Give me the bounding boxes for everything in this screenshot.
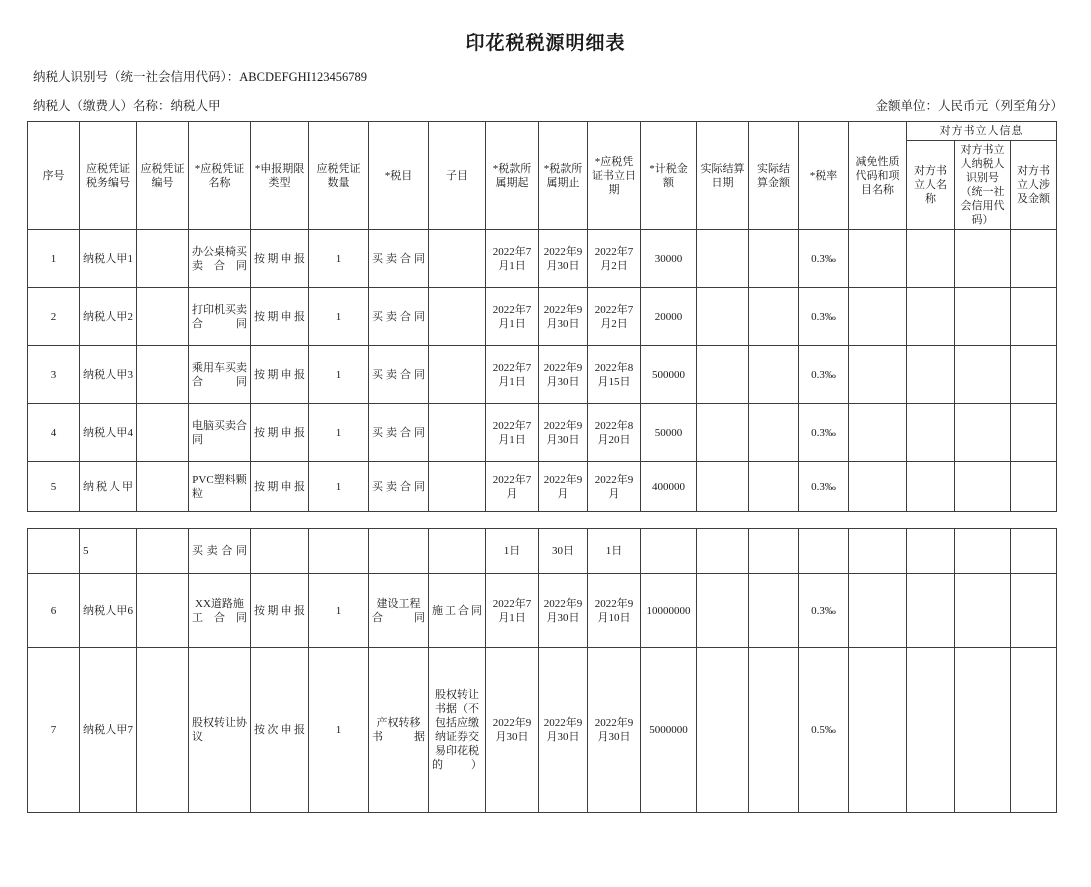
tax-source-table-continuation — [27, 528, 1057, 813]
cell-cp-id — [955, 230, 1011, 288]
cell-settle-amount — [749, 648, 799, 813]
cell-doc-no — [137, 529, 189, 574]
cell-qty: 1 — [309, 288, 369, 346]
col-header-reduction: 减免性质代码和项目名称 — [849, 122, 907, 230]
cell-cp-amount — [1011, 462, 1057, 512]
cell-cp-id — [955, 462, 1011, 512]
cell-period-from: 2022年7月1日 — [486, 288, 539, 346]
cell-period-from: 2022年7月1日 — [486, 230, 539, 288]
cell-rate: 0.3‰ — [799, 230, 849, 288]
cell-tax-amount: 400000 — [641, 462, 697, 512]
cell-cp-name — [907, 404, 955, 462]
table-row — [28, 288, 1057, 346]
cell-issue-date: 2022年7月2日 — [588, 288, 641, 346]
cell-tax-item: 买卖合同 — [369, 404, 429, 462]
cell-seq: 7 — [28, 648, 80, 813]
cell-period-from: 2022年9月30日 — [486, 648, 539, 813]
cell-declare-type: 按期申报 — [251, 462, 309, 512]
col-header-doc-no: 应税凭证编号 — [137, 122, 189, 230]
cell-issue-date: 2022年9月 — [588, 462, 641, 512]
cell-rate: 0.3‰ — [799, 288, 849, 346]
cell-doc-name: 乘用车买卖合同 — [189, 346, 251, 404]
cell-tax-item — [369, 529, 429, 574]
cell-cp-name — [907, 230, 955, 288]
cell-period-to: 2022年9月 — [539, 462, 588, 512]
taxpayer-name-line — [0, 98, 1091, 114]
cell-declare-type — [251, 529, 309, 574]
col-header-tax-amount: *计税金额 — [641, 122, 697, 230]
col-header-qty: 应税凭证数量 — [309, 122, 369, 230]
cell-tax-item: 买卖合同 — [369, 346, 429, 404]
taxpayer-id-line — [0, 69, 1091, 85]
cell-settle-amount — [749, 230, 799, 288]
cell-settle-amount — [749, 574, 799, 648]
table-row — [28, 529, 1057, 574]
cell-declare-type: 按次申报 — [251, 648, 309, 813]
cell-sub-item — [429, 529, 486, 574]
cell-issue-date: 2022年7月2日 — [588, 230, 641, 288]
tax-source-table-main — [27, 121, 1057, 512]
cell-reduction — [849, 529, 907, 574]
cell-tax-item: 买卖合同 — [369, 230, 429, 288]
cell-rate: 0.5‰ — [799, 648, 849, 813]
cell-doc-name: 打印机买卖合同 — [189, 288, 251, 346]
cell-tax-amount: 20000 — [641, 288, 697, 346]
table-row — [28, 462, 1057, 512]
col-header-issue-date: *应税凭证书立日期 — [588, 122, 641, 230]
col-header-settle-amount: 实际结算金额 — [749, 122, 799, 230]
col-header-cp-id: 对方书立人纳税人识别号（统一社会信用代码） — [955, 141, 1011, 230]
cell-issue-date: 2022年9月30日 — [588, 648, 641, 813]
page-title: 印花税税源明细表 — [465, 33, 626, 54]
cell-declare-type: 按期申报 — [251, 404, 309, 462]
taxpayer-id-label: 纳税人识别号（统一社会信用代码）： — [33, 70, 240, 84]
cell-declare-type: 按期申报 — [251, 574, 309, 648]
cell-period-to: 2022年9月30日 — [539, 648, 588, 813]
cell-seq: 2 — [28, 288, 80, 346]
cell-reduction — [849, 648, 907, 813]
cell-doc-name: 办公桌椅买卖合同 — [189, 230, 251, 288]
cell-period-from: 2022年7月1日 — [486, 404, 539, 462]
cell-settle-date — [697, 574, 749, 648]
cell-declare-type: 按期申报 — [251, 346, 309, 404]
cell-settle-amount — [749, 404, 799, 462]
table-row — [28, 574, 1057, 648]
table-row — [28, 648, 1057, 813]
cell-sub-item — [429, 404, 486, 462]
taxpayer-id-value: ABCDEFGHI123456789 — [239, 70, 368, 84]
table-header-group-row — [28, 122, 1057, 141]
cell-period-to: 2022年9月30日 — [539, 288, 588, 346]
cell-cp-amount — [1011, 346, 1057, 404]
col-header-seq: 序号 — [28, 122, 80, 230]
cell-tax-amount: 30000 — [641, 230, 697, 288]
cell-reduction — [849, 462, 907, 512]
cell-doc-no — [137, 462, 189, 512]
cell-doc-name: 股权转让协议 — [189, 648, 251, 813]
cell-qty: 1 — [309, 404, 369, 462]
cell-doc-name: PVC塑料颗粒 — [189, 462, 251, 512]
cell-period-to: 2022年9月30日 — [539, 574, 588, 648]
cell-cp-name — [907, 462, 955, 512]
cell-period-to: 2022年9月30日 — [539, 230, 588, 288]
cell-tax-item: 买卖合同 — [369, 462, 429, 512]
col-header-period-from: *税款所属期起 — [486, 122, 539, 230]
cell-doc-no — [137, 288, 189, 346]
cell-issue-date: 2022年8月20日 — [588, 404, 641, 462]
cell-sub-item: 施工合同 — [429, 574, 486, 648]
cell-rate — [799, 529, 849, 574]
cell-cp-amount — [1011, 648, 1057, 813]
cell-sub-item: 股权转让书据（不包括应缴纳证券交易印花税的） — [429, 648, 486, 813]
col-header-rate: *税率 — [799, 122, 849, 230]
cell-settle-amount — [749, 462, 799, 512]
cell-qty: 1 — [309, 574, 369, 648]
cell-seq: 5 — [28, 462, 80, 512]
cell-tax-doc-no: 纳税人甲7 — [80, 648, 137, 813]
col-header-counterparty-group: 对方书立人信息 — [907, 122, 1057, 141]
cell-declare-type: 按期申报 — [251, 288, 309, 346]
cell-qty: 1 — [309, 346, 369, 404]
cell-rate: 0.3‰ — [799, 574, 849, 648]
cell-cp-name — [907, 648, 955, 813]
col-header-cp-amount: 对方书立人涉及金额 — [1011, 141, 1057, 230]
cell-qty — [309, 529, 369, 574]
cell-settle-date — [697, 288, 749, 346]
cell-tax-item: 建设工程合同 — [369, 574, 429, 648]
cell-doc-no — [137, 404, 189, 462]
cell-period-to: 2022年9月30日 — [539, 346, 588, 404]
cell-cp-amount — [1011, 574, 1057, 648]
cell-doc-no — [137, 648, 189, 813]
taxpayer-name-label: 纳税人（缴费人）名称： — [33, 99, 171, 113]
col-header-cp-name: 对方书立人名称 — [907, 141, 955, 230]
cell-seq: 1 — [28, 230, 80, 288]
cell-doc-no — [137, 346, 189, 404]
cell-cp-id — [955, 529, 1011, 574]
cell-settle-date — [697, 230, 749, 288]
cell-cp-id — [955, 648, 1011, 813]
cell-cp-amount — [1011, 288, 1057, 346]
cell-reduction — [849, 288, 907, 346]
cell-doc-name: XX道路施工合同 — [189, 574, 251, 648]
cell-issue-date: 2022年8月15日 — [588, 346, 641, 404]
cell-issue-date: 1日 — [588, 529, 641, 574]
cell-doc-no — [137, 574, 189, 648]
cell-doc-name: 电脑买卖合同 — [189, 404, 251, 462]
cell-reduction — [849, 574, 907, 648]
cell-tax-doc-no: 纳税人甲1 — [80, 230, 137, 288]
cell-tax-item: 产权转移书据 — [369, 648, 429, 813]
cell-cp-id — [955, 288, 1011, 346]
cell-settle-date — [697, 346, 749, 404]
cell-period-from: 1日 — [486, 529, 539, 574]
cell-tax-doc-no: 纳税人甲6 — [80, 574, 137, 648]
cell-tax-amount: 10000000 — [641, 574, 697, 648]
cell-seq: 6 — [28, 574, 80, 648]
cell-declare-type: 按期申报 — [251, 230, 309, 288]
cell-cp-name — [907, 574, 955, 648]
col-header-settle-date: 实际结算日期 — [697, 122, 749, 230]
cell-doc-name: 买卖合同 — [189, 529, 251, 574]
cell-sub-item — [429, 288, 486, 346]
col-header-doc-name: *应税凭证名称 — [189, 122, 251, 230]
cell-period-from: 2022年7月1日 — [486, 346, 539, 404]
cell-settle-date — [697, 462, 749, 512]
cell-cp-amount — [1011, 230, 1057, 288]
cell-cp-name — [907, 346, 955, 404]
cell-sub-item — [429, 346, 486, 404]
cell-tax-doc-no: 纳税人甲 — [80, 462, 137, 512]
cell-tax-amount: 5000000 — [641, 648, 697, 813]
col-header-declare-type: *申报期限类型 — [251, 122, 309, 230]
table-row — [28, 404, 1057, 462]
cell-qty: 1 — [309, 230, 369, 288]
cell-settle-amount — [749, 529, 799, 574]
page-break-gap — [0, 512, 1091, 520]
table-row — [28, 230, 1057, 288]
cell-rate: 0.3‰ — [799, 346, 849, 404]
cell-tax-doc-no: 纳税人甲3 — [80, 346, 137, 404]
cell-settle-amount — [749, 288, 799, 346]
cell-reduction — [849, 404, 907, 462]
amount-unit-note: 金额单位：人民币元（列至角分） — [875, 99, 1063, 113]
cell-period-to: 30日 — [539, 529, 588, 574]
cell-settle-date — [697, 404, 749, 462]
taxpayer-name-value: 纳税人甲 — [170, 99, 221, 113]
cell-rate: 0.3‰ — [799, 462, 849, 512]
table-body-main — [28, 230, 1057, 512]
cell-doc-no — [137, 230, 189, 288]
col-header-sub-item: 子目 — [429, 122, 486, 230]
cell-reduction — [849, 230, 907, 288]
cell-tax-doc-no: 5 — [80, 529, 137, 574]
cell-settle-date — [697, 529, 749, 574]
cell-qty: 1 — [309, 462, 369, 512]
cell-tax-amount — [641, 529, 697, 574]
cell-tax-amount: 500000 — [641, 346, 697, 404]
cell-cp-id — [955, 574, 1011, 648]
cell-cp-name — [907, 288, 955, 346]
cell-rate: 0.3‰ — [799, 404, 849, 462]
cell-sub-item — [429, 230, 486, 288]
cell-settle-date — [697, 648, 749, 813]
cell-settle-amount — [749, 346, 799, 404]
cell-tax-amount: 50000 — [641, 404, 697, 462]
cell-cp-id — [955, 404, 1011, 462]
cell-seq: 4 — [28, 404, 80, 462]
cell-reduction — [849, 346, 907, 404]
cell-seq: 3 — [28, 346, 80, 404]
cell-cp-name — [907, 529, 955, 574]
cell-tax-doc-no: 纳税人甲2 — [80, 288, 137, 346]
cell-tax-item: 买卖合同 — [369, 288, 429, 346]
cell-period-from: 2022年7月1日 — [486, 574, 539, 648]
cell-cp-id — [955, 346, 1011, 404]
col-header-tax-doc-no: 应税凭证税务编号 — [80, 122, 137, 230]
cell-sub-item — [429, 462, 486, 512]
table-body-continuation — [28, 529, 1057, 813]
cell-issue-date: 2022年9月10日 — [588, 574, 641, 648]
cell-period-to: 2022年9月30日 — [539, 404, 588, 462]
cell-qty: 1 — [309, 648, 369, 813]
cell-period-from: 2022年7月 — [486, 462, 539, 512]
col-header-period-to: *税款所属期止 — [539, 122, 588, 230]
table-row — [28, 346, 1057, 404]
col-header-tax-item: *税目 — [369, 122, 429, 230]
cell-seq — [28, 529, 80, 574]
cell-cp-amount — [1011, 404, 1057, 462]
cell-tax-doc-no: 纳税人甲4 — [80, 404, 137, 462]
cell-cp-amount — [1011, 529, 1057, 574]
